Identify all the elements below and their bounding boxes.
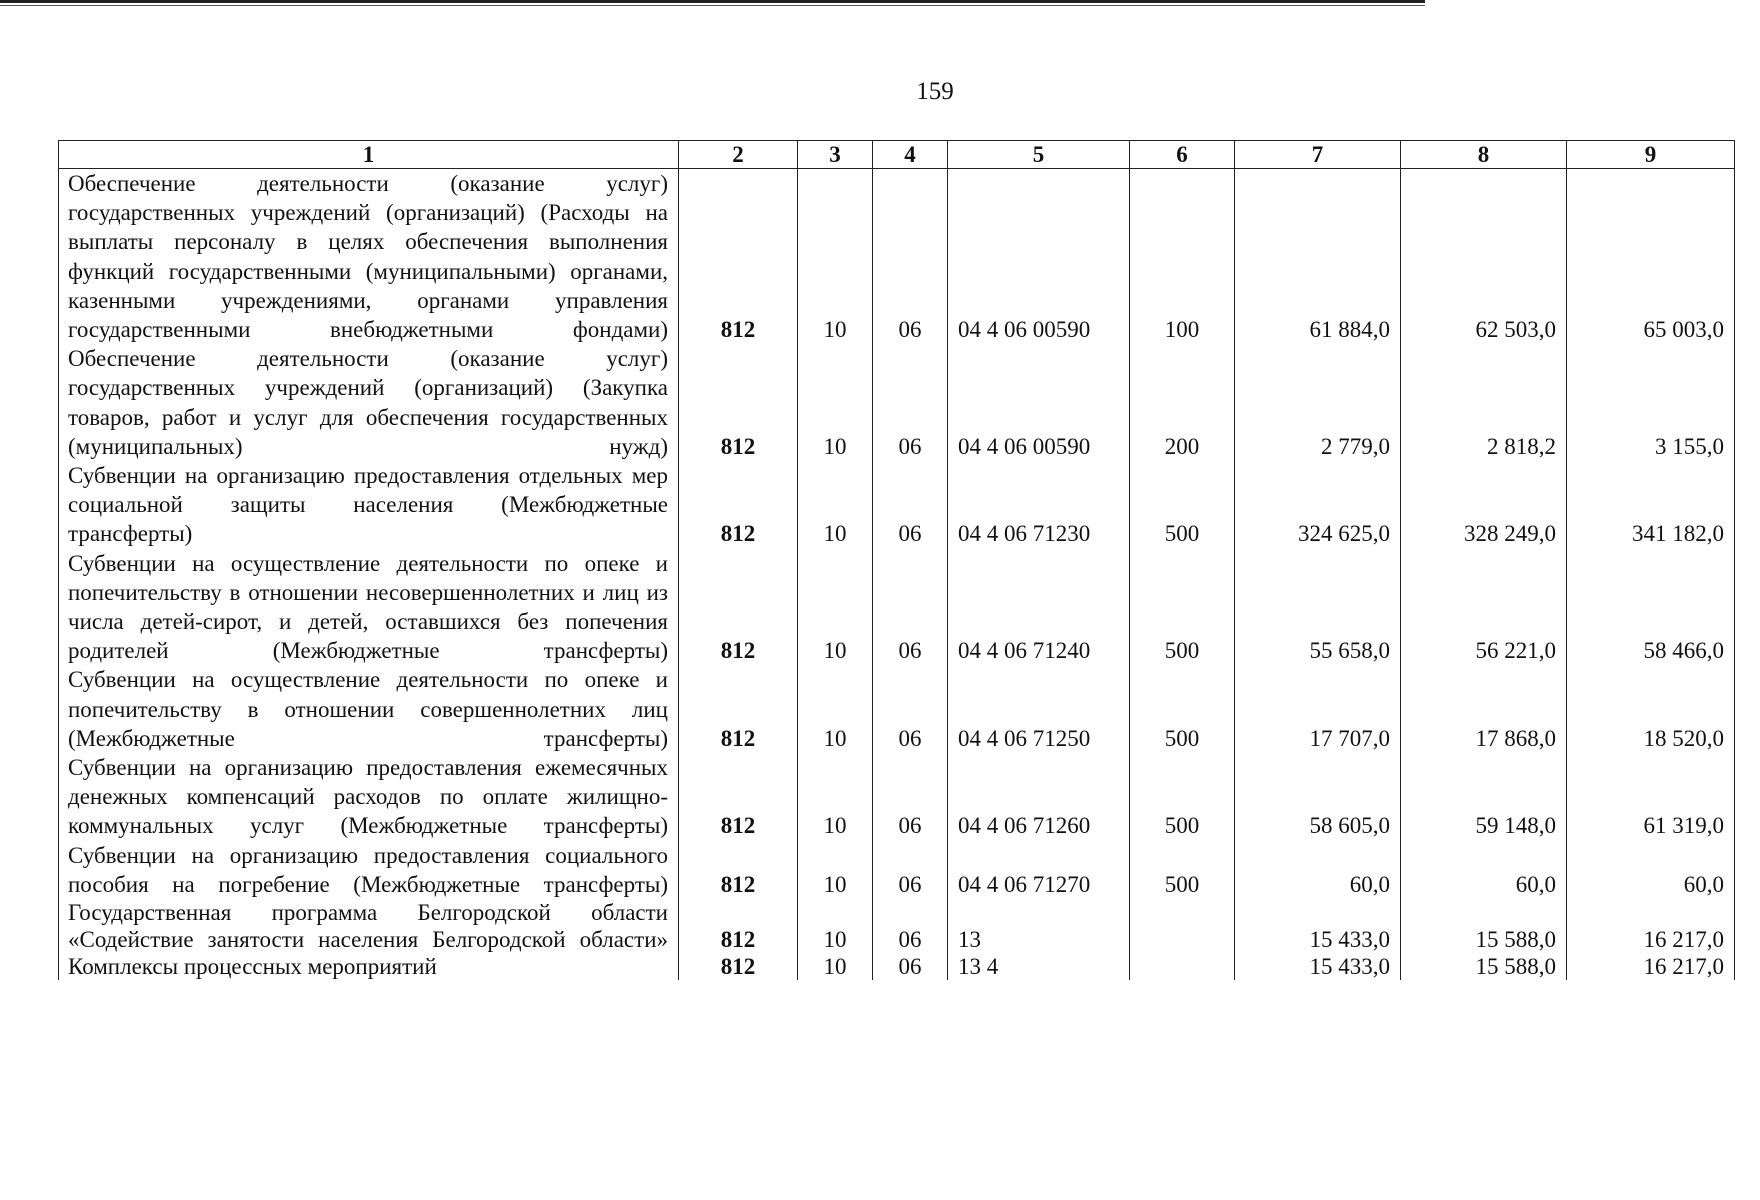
target-article: 13 4 <box>948 953 1130 980</box>
expense-type <box>1130 953 1235 980</box>
section-code: 10 <box>798 841 873 899</box>
expense-type: 500 <box>1130 461 1235 549</box>
table-row <box>59 753 1735 841</box>
expense-type <box>1130 899 1235 953</box>
amount-col9: 341 182,0 <box>1567 461 1735 549</box>
expense-type: 500 <box>1130 841 1235 899</box>
row-name: Субвенции на осуществление деятельности по опеке и попечительству в отношении совершеннолетних лиц (Межбюджетные трансферты) <box>59 665 679 753</box>
table-row <box>59 549 1735 666</box>
target-article: 13 <box>948 899 1130 953</box>
amount-col9: 65 003,0 <box>1567 169 1735 345</box>
section-code: 10 <box>798 753 873 841</box>
amount-col7: 61 884,0 <box>1235 169 1401 345</box>
target-article: 04 4 06 71270 <box>948 841 1130 899</box>
col-header-8: 8 <box>1401 141 1567 169</box>
amount-col9: 3 155,0 <box>1567 344 1735 461</box>
expense-type: 200 <box>1130 344 1235 461</box>
amount-col8: 17 868,0 <box>1401 665 1567 753</box>
subsection-code: 06 <box>873 461 948 549</box>
table-row <box>59 665 1735 753</box>
row-name: Обеспечение деятельности (оказание услуг) государственных учреждений (организаций) (Закупка товаров, работ и услуг для обеспечения государственных (муниципальных) нужд) <box>59 344 679 461</box>
section-code: 10 <box>798 665 873 753</box>
row-name: Субвенции на организацию предоставления отдельных мер социальной защиты населения (Межбюджетные трансферты) <box>59 461 679 549</box>
subsection-code: 06 <box>873 753 948 841</box>
section-code: 10 <box>798 344 873 461</box>
table-row <box>59 461 1735 549</box>
amount-col7: 60,0 <box>1235 841 1401 899</box>
section-code: 10 <box>798 899 873 953</box>
col-header-4: 4 <box>873 141 948 169</box>
page-number: 159 <box>916 78 954 105</box>
col-header-5: 5 <box>948 141 1130 169</box>
subsection-code: 06 <box>873 953 948 980</box>
section-code: 10 <box>798 169 873 345</box>
amount-col9: 58 466,0 <box>1567 549 1735 666</box>
ministry-code: 812 <box>679 461 798 549</box>
expense-type: 500 <box>1130 665 1235 753</box>
section-code: 10 <box>798 461 873 549</box>
table-row <box>59 169 1735 345</box>
col-header-3: 3 <box>798 141 873 169</box>
col-header-9: 9 <box>1567 141 1735 169</box>
amount-col9: 60,0 <box>1567 841 1735 899</box>
amount-col7: 15 433,0 <box>1235 899 1401 953</box>
amount-col7: 2 779,0 <box>1235 344 1401 461</box>
ministry-code: 812 <box>679 549 798 666</box>
ministry-code: 812 <box>679 953 798 980</box>
amount-col9: 18 520,0 <box>1567 665 1735 753</box>
table-row <box>59 344 1735 461</box>
section-code: 10 <box>798 549 873 666</box>
expense-type: 500 <box>1130 753 1235 841</box>
table-row <box>59 953 1735 980</box>
amount-col8: 60,0 <box>1401 841 1567 899</box>
amount-col7: 324 625,0 <box>1235 461 1401 549</box>
amount-col9: 61 319,0 <box>1567 753 1735 841</box>
row-name: Субвенции на организацию предоставления ежемесячных денежных компенсаций расходов по оплате жилищно-коммунальных услуг (Межбюджетные трансферты) <box>59 753 679 841</box>
col-header-7: 7 <box>1235 141 1401 169</box>
amount-col8: 59 148,0 <box>1401 753 1567 841</box>
amount-col9: 16 217,0 <box>1567 899 1735 953</box>
expense-type: 500 <box>1130 549 1235 666</box>
amount-col7: 15 433,0 <box>1235 953 1401 980</box>
target-article: 04 4 06 71240 <box>948 549 1130 666</box>
budget-table <box>58 140 1735 980</box>
amount-col8: 15 588,0 <box>1401 953 1567 980</box>
amount-col8: 2 818,2 <box>1401 344 1567 461</box>
section-code: 10 <box>798 953 873 980</box>
col-header-2: 2 <box>679 141 798 169</box>
ministry-code: 812 <box>679 899 798 953</box>
ministry-code: 812 <box>679 665 798 753</box>
row-name: Субвенции на организацию предоставления социального пособия на погребение (Межбюджетные трансферты) <box>59 841 679 899</box>
amount-col8: 62 503,0 <box>1401 169 1567 345</box>
expense-type: 100 <box>1130 169 1235 345</box>
amount-col8: 56 221,0 <box>1401 549 1567 666</box>
subsection-code: 06 <box>873 169 948 345</box>
amount-col9: 16 217,0 <box>1567 953 1735 980</box>
col-header-1: 1 <box>59 141 679 169</box>
target-article: 04 4 06 00590 <box>948 344 1130 461</box>
target-article: 04 4 06 71230 <box>948 461 1130 549</box>
amount-col7: 17 707,0 <box>1235 665 1401 753</box>
subsection-code: 06 <box>873 549 948 666</box>
ministry-code: 812 <box>679 753 798 841</box>
col-header-6: 6 <box>1130 141 1235 169</box>
top-rule-thin <box>0 5 1425 6</box>
target-article: 04 4 06 71250 <box>948 665 1130 753</box>
row-name: Государственная программа Белгородской области «Содействие занятости населения Белгородской области» <box>59 899 679 953</box>
table-row <box>59 841 1735 899</box>
row-name: Субвенции на осуществление деятельности по опеке и попечительству в отношении несовершеннолетних и лиц из числа детей-сирот, и детей, оставшихся без попечения родителей (Межбюджетные трансферты) <box>59 549 679 666</box>
subsection-code: 06 <box>873 344 948 461</box>
target-article: 04 4 06 71260 <box>948 753 1130 841</box>
row-name: Комплексы процессных мероприятий <box>59 953 679 980</box>
row-name: Обеспечение деятельности (оказание услуг) государственных учреждений (организаций) (Расходы на выплаты персоналу в целях обеспечения выполнения функций государственными (муниципальными) органами, казенными учреждениями, органами управления государственными внебюджетными фондами) <box>59 169 679 345</box>
subsection-code: 06 <box>873 899 948 953</box>
top-rule <box>0 0 1425 3</box>
amount-col7: 55 658,0 <box>1235 549 1401 666</box>
subsection-code: 06 <box>873 841 948 899</box>
table-row <box>59 899 1735 953</box>
amount-col8: 15 588,0 <box>1401 899 1567 953</box>
ministry-code: 812 <box>679 841 798 899</box>
target-article: 04 4 06 00590 <box>948 169 1130 345</box>
header-row <box>59 141 1735 169</box>
amount-col7: 58 605,0 <box>1235 753 1401 841</box>
ministry-code: 812 <box>679 344 798 461</box>
ministry-code: 812 <box>679 169 798 345</box>
amount-col8: 328 249,0 <box>1401 461 1567 549</box>
subsection-code: 06 <box>873 665 948 753</box>
